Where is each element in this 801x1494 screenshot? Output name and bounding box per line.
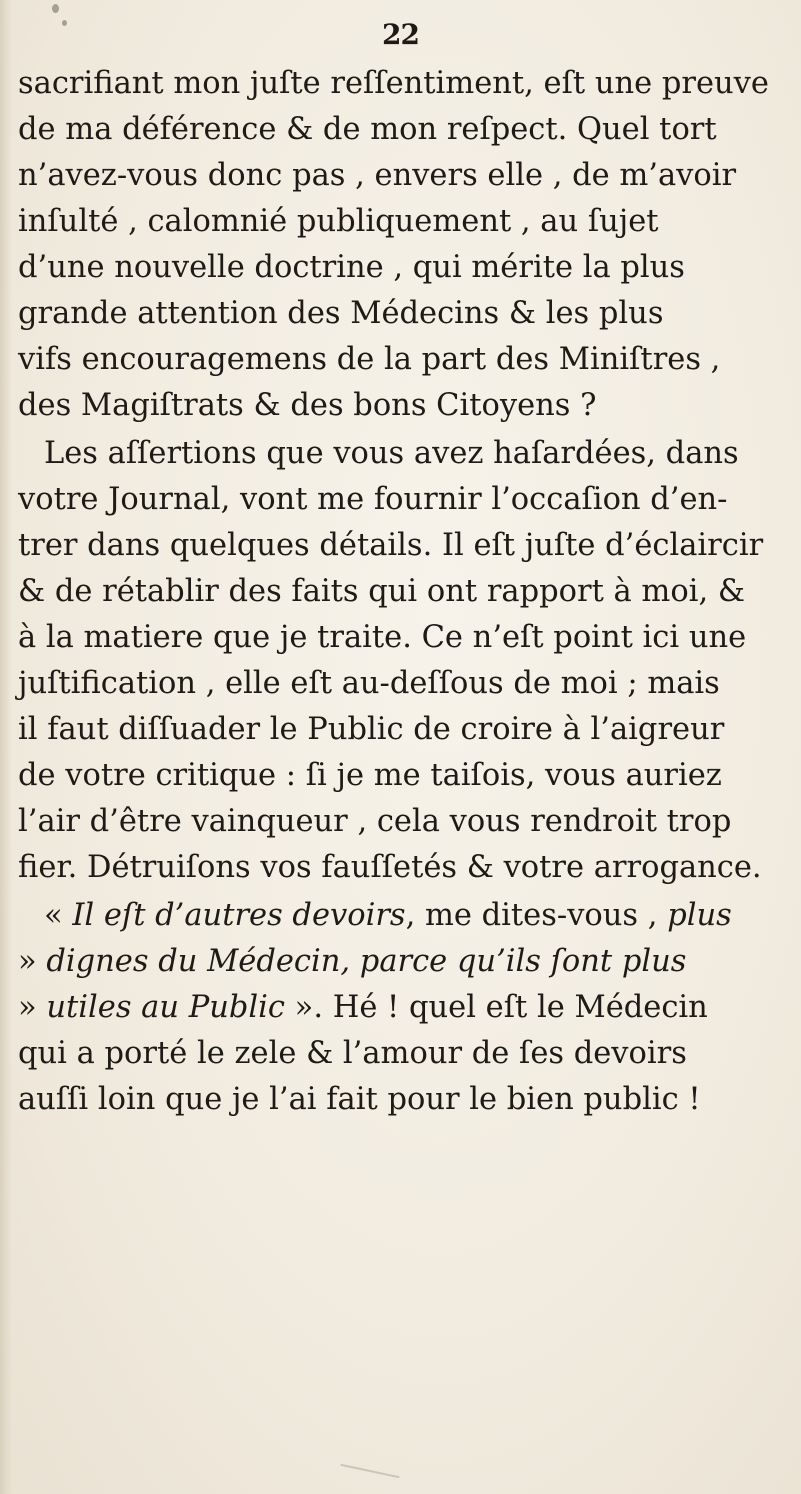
text-line: de votre critique : ſi je me taiſois, vous auriez xyxy=(18,758,722,793)
text-line: des Magiſtrats & des bons Citoyens ? xyxy=(18,388,597,423)
text-line: de ma déférence & de mon reſpect. Quel tort xyxy=(18,112,717,147)
quote-plain-text: ». Hé ! quel eſt le Médecin xyxy=(284,990,708,1025)
quote-plain-text: , me dites-vous , xyxy=(405,898,658,933)
quote-line xyxy=(18,940,686,984)
quote-mark: « xyxy=(44,898,73,933)
text-line: inſulté , calomnié publiquement , au ſujet xyxy=(18,204,659,239)
ink-blot xyxy=(52,4,59,13)
text-line: à la matiere que je traite. Ce n’eſt point ici une xyxy=(18,620,747,655)
text-line: vifs encouragemens de la part des Miniſtres , xyxy=(18,342,721,377)
quote-italic-text: dignes du Médecin, parce qu’ils ſont plus xyxy=(46,944,687,979)
text-line: il faut diſſuader le Public de croire à l’aigreur xyxy=(18,712,725,747)
text-line: sacrifiant mon juſte reſſentiment, eſt une preuve xyxy=(18,66,769,101)
quote-italic-text: utiles au Public xyxy=(46,990,285,1025)
quote-line xyxy=(18,986,708,1030)
page-gutter-shadow xyxy=(0,0,12,1494)
paper-mark xyxy=(340,1464,399,1478)
page-number: 22 xyxy=(382,18,419,51)
text-line: trer dans quelques détails. Il eſt juſte d’éclaircir xyxy=(18,528,764,563)
text-line: votre Journal, vont me fournir l’occaſion d’en- xyxy=(18,482,728,517)
quote-mark: » xyxy=(18,990,47,1025)
text-line: l’air d’être vainqueur , cela vous rendroit trop xyxy=(18,804,732,839)
quote-mark: » xyxy=(18,944,47,979)
text-line: auſſi loin que je l’ai fait pour le bien public ! xyxy=(18,1082,701,1117)
text-line: qui a porté le zele & l’amour de ſes devoirs xyxy=(18,1036,687,1071)
text-line: & de rétablir des faits qui ont rapport à moi, & xyxy=(18,574,745,609)
text-line: juſtification , elle eſt au-deſſous de moi ; mais xyxy=(18,666,720,701)
paragraph-start-line: Les aſſertions que vous avez haſardées, dans xyxy=(44,436,739,471)
quote-italic-text: plus xyxy=(667,898,732,933)
quote-italic-text: Il eſt d’autres devoirs xyxy=(72,898,406,933)
text-line: d’une nouvelle doctrine , qui mérite la plus xyxy=(18,250,685,285)
text-line: grande attention des Médecins & les plus xyxy=(18,296,664,331)
text-line: fier. Détruiſons vos fauſſetés & votre arrogance. xyxy=(18,850,762,885)
text-line: n’avez-vous donc pas , envers elle , de m’avoir xyxy=(18,158,737,193)
quote-line xyxy=(44,894,732,938)
